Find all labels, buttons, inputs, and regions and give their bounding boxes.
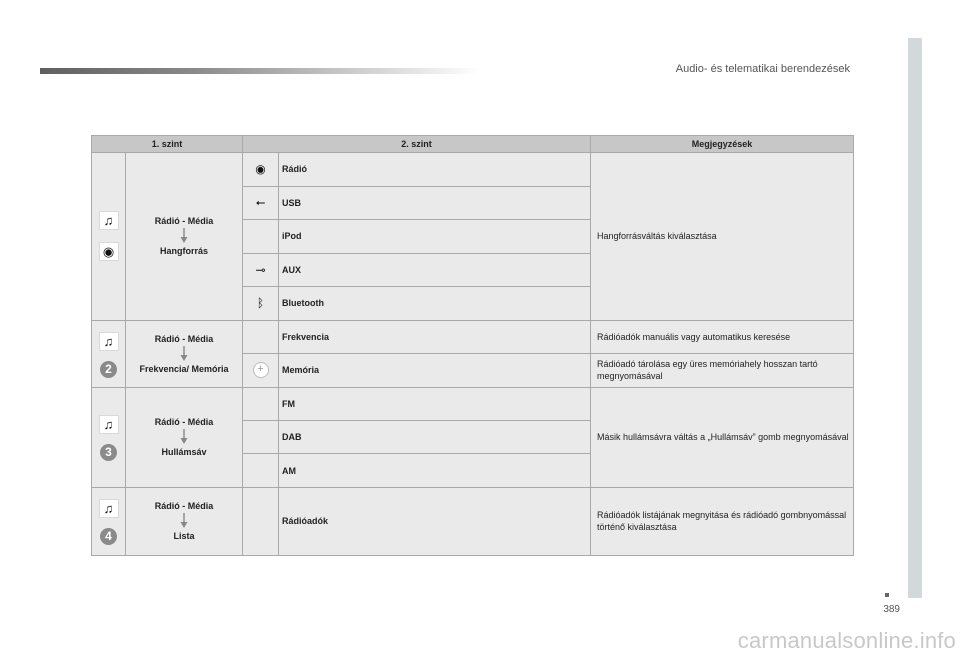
side-strip (908, 38, 922, 598)
level2-label: Rádióadók (279, 487, 591, 555)
table-row (92, 387, 854, 420)
level2-label: FM (279, 387, 591, 420)
arrow-down-icon (180, 513, 188, 529)
note-cell: Hangforrásváltás kiválasztása (591, 153, 854, 320)
level1-sublabel: Lista (173, 531, 195, 542)
header-gradient-bar (40, 68, 480, 74)
number-badge: 3 (100, 444, 117, 461)
music-note-icon: ♫ (99, 415, 119, 434)
radio-icon: ◉ (255, 162, 266, 177)
col-header-notes: Megjegyzések (591, 136, 854, 153)
usb-icon: ⭠ (255, 195, 266, 210)
table-row (92, 320, 854, 353)
number-badge: 4 (100, 528, 117, 545)
group2-icons (92, 320, 126, 387)
arrow-down-icon (180, 228, 188, 244)
menu-level-table (91, 135, 854, 556)
level1-sublabel: Hullámsáv (161, 447, 207, 458)
bluetooth-icon: ᛒ (256, 296, 265, 311)
level1-label: Rádió - Média (154, 333, 214, 344)
group3-icons (92, 387, 126, 487)
level1-sublabel: Frekvencia/ Memória (139, 363, 229, 374)
group2-level1 (126, 320, 243, 387)
table-row (92, 487, 854, 555)
group1-icons (92, 153, 126, 320)
note-cell: Rádióadók listájának megnyitása és rádióadó gombnyomással történő kiválasztása (591, 487, 854, 555)
level2-label: DAB (279, 420, 591, 453)
col-header-level2: 2. szint (243, 136, 591, 153)
empty-icon-cell (243, 420, 279, 453)
level2-label: Memória (279, 354, 591, 387)
group4-level1 (126, 487, 243, 555)
note-cell: Rádióadó tárolása egy üres memóriahely hosszan tartó megnyomásával (591, 354, 854, 387)
level1-sublabel: Hangforrás (160, 246, 209, 257)
bluetooth-row-icon-cell (243, 287, 279, 320)
aux-row-icon-cell (243, 253, 279, 286)
music-note-icon: ♫ (99, 211, 119, 230)
level2-label: Frekvencia (279, 320, 591, 353)
empty-icon-cell (243, 454, 279, 487)
empty-icon-cell (243, 387, 279, 420)
memory-icon-cell (243, 354, 279, 387)
empty-icon-cell (243, 220, 279, 253)
memory-plus-icon: + (253, 362, 269, 378)
aux-icon: ⊸ (255, 262, 266, 277)
col-header-level1: 1. szint (92, 136, 243, 153)
page-header-title: Audio- és telematikai berendezések (675, 63, 850, 75)
table-row (92, 153, 854, 186)
music-note-icon: ♫ (99, 499, 119, 518)
level2-label: Bluetooth (279, 287, 591, 320)
empty-icon-cell (243, 487, 279, 555)
level1-label: Rádió - Média (154, 501, 214, 512)
level2-label: Rádió (279, 153, 591, 186)
level1-label: Rádió - Média (154, 216, 214, 227)
arrow-down-icon (180, 346, 188, 362)
note-cell: Rádióadók manuális vagy automatikus keresése (591, 320, 854, 353)
number-badge: 2 (100, 361, 117, 378)
radio-row-icon-cell (243, 153, 279, 186)
level2-label: AM (279, 454, 591, 487)
level2-label: USB (279, 186, 591, 219)
music-note-icon: ♫ (99, 332, 119, 351)
page-number: 389 (883, 604, 900, 615)
group1-level1 (126, 153, 243, 320)
group3-level1 (126, 387, 243, 487)
watermark[interactable]: carmanualsonline.info (737, 628, 956, 653)
empty-icon-cell (243, 320, 279, 353)
usb-row-icon-cell (243, 186, 279, 219)
level2-label: AUX (279, 253, 591, 286)
note-cell: Másik hullámsávra váltás a „Hullámsáv” gomb megnyomásával (591, 387, 854, 487)
table-header-row (92, 136, 854, 153)
page-marker (885, 593, 889, 597)
level1-label: Rádió - Média (154, 417, 214, 428)
group4-icons (92, 487, 126, 555)
level2-label: iPod (279, 220, 591, 253)
arrow-down-icon (180, 429, 188, 445)
radio-icon: ◉ (99, 242, 119, 261)
